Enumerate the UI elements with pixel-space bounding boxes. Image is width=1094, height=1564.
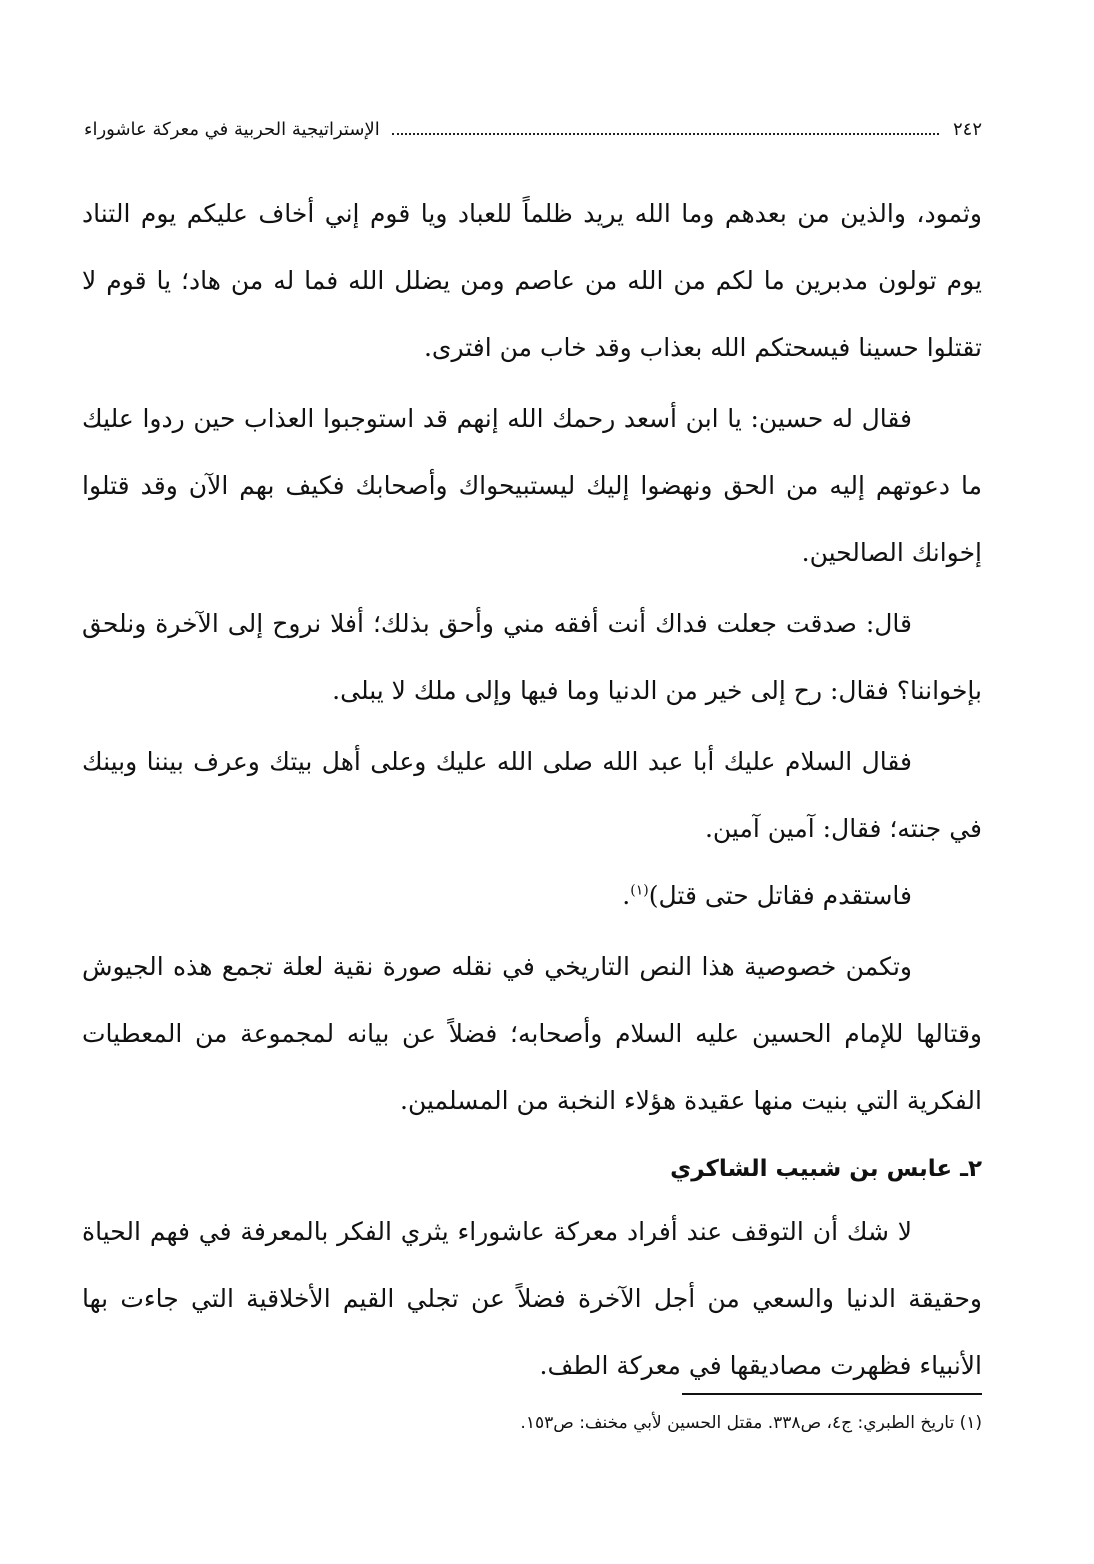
page-number: ٢٤٢ [952,118,982,140]
footnote: (١) تاريخ الطبري: ج٤، ص٣٣٨. مقتل الحسين لأبي مخنف: ص١٥٣. [520,1413,982,1433]
paragraph-3: قال: صدقت جعلت فداك أنت أفقه مني وأحق بذلك؛ أفلا نروح إلى الآخرة ونلحق بإخواننا؟ فقال: رح إلى خير من الدنيا وما فيها وإلى ملك لا يبلى. [82,609,982,705]
paragraph-1: وثمود، والذين من بعدهم وما الله يريد ظلماً للعباد ويا قوم إني أخاف عليكم يوم التناد يوم تولون مدبرين ما لكم من الله من عاصم ومن يضلل الله فما له من هاد؛ يا قوم لا تقتلوا حسينا فيسحتكم الله بعذاب وقد خاب من افترى. [82,199,982,362]
paragraph-2: فقال له حسين: يا ابن أسعد رحمك الله إنهم قد استوجبوا العذاب حين ردوا عليك ما دعوتهم إليه من الحق ونهضوا إليك ليستبيحواك وأصحابك فكيف بهم الآن وقد قتلوا إخوانك الصالحين. [82,404,982,567]
running-title: الإستراتيجية الحربية في معركة عاشوراء [84,118,380,140]
leader-dots [392,133,939,135]
running-header [84,112,982,146]
paragraph-5-text: فاستقدم فقاتل حتى قتل) [648,881,912,910]
main-text [82,180,982,1399]
section-heading: ٢ـ عابس بن شبيب الشاكري [670,1156,982,1182]
footnote-reference: (١) [630,882,649,899]
section-paragraph: لا شك أن التوقف عند أفراد معركة عاشوراء يثري الفكر بالمعرفة في فهم الحياة وحقيقة الدنيا والسعي من أجل الآخرة فضلاً عن تجلي القيم الأخلاقية التي جاءت بها الأنبياء فظهرت مصاديقها في معركة الطف. [82,1217,982,1380]
paragraph-5: فاستقدم فقاتل حتى قتل)$^{(١)}$. [622,881,912,910]
paragraph-4: فقال السلام عليك أبا عبد الله صلى الله عليك وعلى أهل بيتك وعرف بيننا وبينك في جنته؛ فقال: آمين آمين. [82,747,982,843]
footnote-divider [682,1393,982,1395]
paragraph-6: وتكمن خصوصية هذا النص التاريخي في نقله صورة نقية لعلة تجمع هذه الجيوش وقتالها للإمام الحسين عليه السلام وأصحابه؛ فضلاً عن بيانه لمجموعة من المعطيات الفكرية التي بنيت منها عقيدة هؤلاء النخبة من المسلمين. [82,952,982,1115]
